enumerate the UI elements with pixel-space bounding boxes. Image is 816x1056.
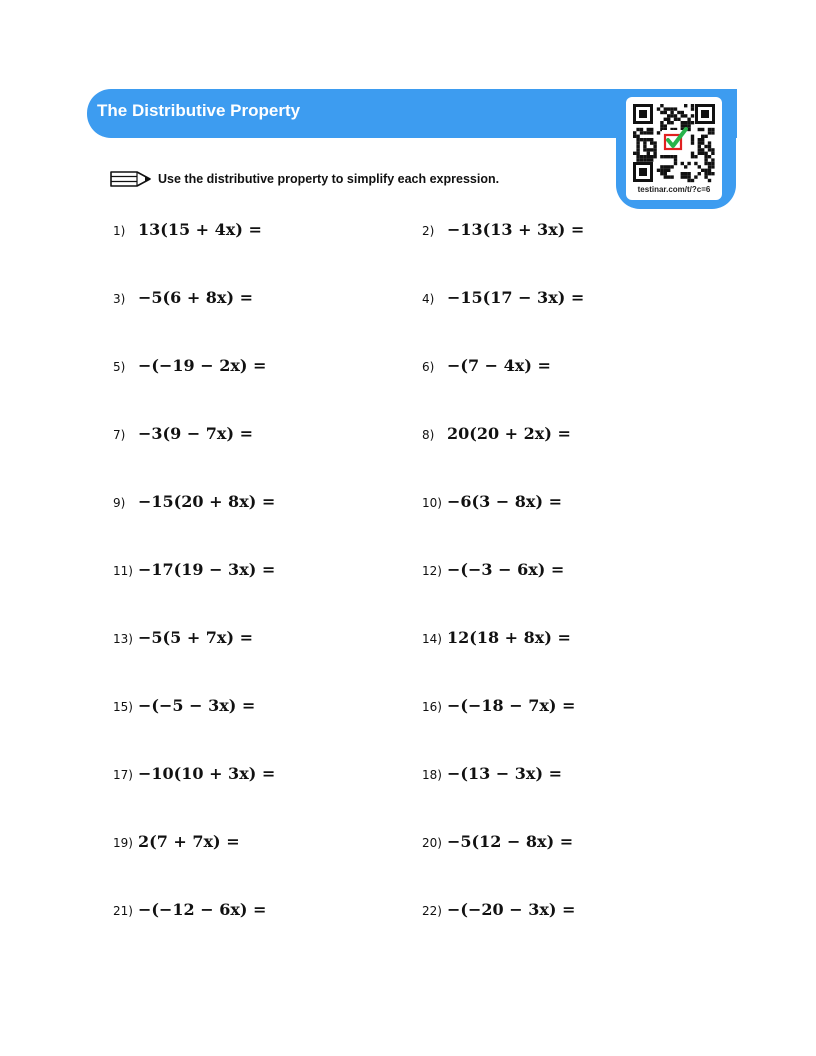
problem-expression: −3(9 − 7x) = <box>138 424 254 443</box>
instruction-text: Use the distributive property to simplify each expression. <box>158 172 500 186</box>
problem-number: 2) <box>422 224 435 238</box>
problem-number: 9) <box>113 496 126 510</box>
problem-number: 13) <box>113 632 133 646</box>
problem-number: 14) <box>422 632 442 646</box>
problem-expression: −17(19 − 3x) = <box>138 560 276 579</box>
problem-number: 19) <box>113 836 133 850</box>
pencil-icon <box>110 170 152 188</box>
problem-number: 17) <box>113 768 133 782</box>
problem-number: 7) <box>113 428 126 442</box>
problem-number: 8) <box>422 428 435 442</box>
problem-number: 16) <box>422 700 442 714</box>
problem-number: 5) <box>113 360 126 374</box>
qr-panel <box>616 89 736 209</box>
problem-expression: 20(20 + 2x) = <box>447 424 571 443</box>
problem-expression: −15(17 − 3x) = <box>447 288 585 307</box>
qr-code-icon <box>632 103 716 183</box>
problem-expression: −(−5 − 3x) = <box>138 696 256 715</box>
problem-expression: 2(7 + 7x) = <box>138 832 240 851</box>
problem-number: 18) <box>422 768 442 782</box>
qr-url: testinar.com/t/?c=6 <box>637 185 711 194</box>
problem-number: 21) <box>113 904 133 918</box>
problem-number: 11) <box>113 564 133 578</box>
page-title: The Distributive Property <box>97 101 301 120</box>
problem-expression: 12(18 + 8x) = <box>447 628 571 647</box>
problem-number: 3) <box>113 292 126 306</box>
problem-expression: −6(3 − 8x) = <box>447 492 563 511</box>
problem-expression: −15(20 + 8x) = <box>138 492 276 511</box>
problem-expression: −5(5 + 7x) = <box>138 628 254 647</box>
problem-expression: −(13 − 3x) = <box>447 764 563 783</box>
problem-expression: −(−19 − 2x) = <box>138 356 267 375</box>
problem-number: 12) <box>422 564 442 578</box>
qr-card[interactable] <box>626 97 722 200</box>
problem-expression: −5(12 − 8x) = <box>447 832 574 851</box>
problem-number: 6) <box>422 360 435 374</box>
problem-expression: −(7 − 4x) = <box>447 356 551 375</box>
problem-number: 20) <box>422 836 442 850</box>
problem-expression: −10(10 + 3x) = <box>138 764 276 783</box>
problem-number: 10) <box>422 496 442 510</box>
problem-expression: −(−12 − 6x) = <box>138 900 267 919</box>
problem-expression: −(−3 − 6x) = <box>447 560 565 579</box>
problem-expression: −(−18 − 7x) = <box>447 696 576 715</box>
problem-expression: −13(13 + 3x) = <box>447 220 585 239</box>
problem-number: 4) <box>422 292 435 306</box>
problem-expression: 13(15 + 4x) = <box>138 220 262 239</box>
problem-expression: −5(6 + 8x) = <box>138 288 254 307</box>
problem-number: 15) <box>113 700 133 714</box>
problem-number: 22) <box>422 904 442 918</box>
problem-number: 1) <box>113 224 126 238</box>
problem-expression: −(−20 − 3x) = <box>447 900 576 919</box>
